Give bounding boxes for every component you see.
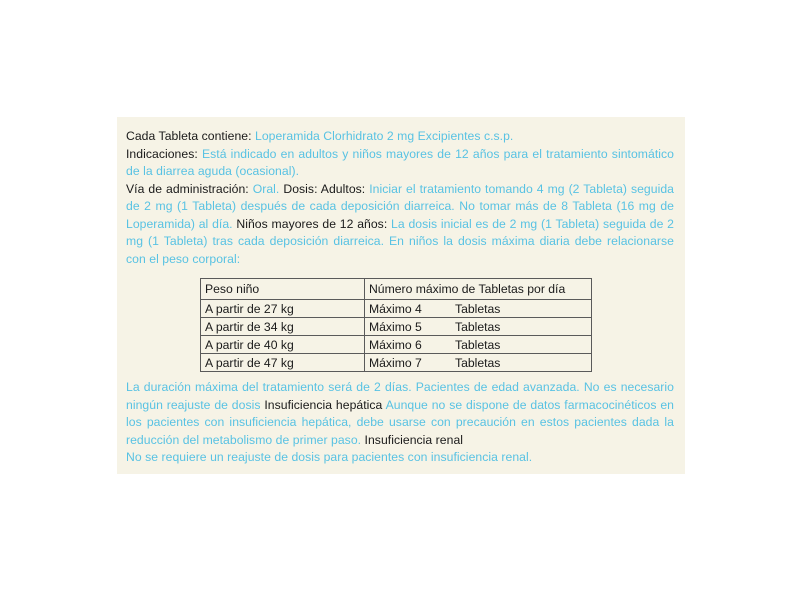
table-row xyxy=(201,354,592,372)
composition-label: Cada Tableta contiene: xyxy=(126,129,252,143)
duration-text: La duración máxima del tratamiento será de 2 días. Pacientes de edad avanzada. No es necesario ningún reajuste de dosis xyxy=(126,380,674,412)
weight-cell: A partir de 47 kg xyxy=(201,354,365,372)
children-label: Niños mayores de 12 años: xyxy=(236,216,388,231)
max-value: Máximo 6 xyxy=(369,337,422,352)
administration-label: Vía de administración: xyxy=(126,181,249,196)
dose-table xyxy=(200,278,592,372)
weight-cell: A partir de 34 kg xyxy=(201,318,365,336)
indications-label: Indicaciones: xyxy=(126,146,198,161)
unit-value: Tabletas xyxy=(455,319,501,334)
unit-value: Tabletas xyxy=(455,301,501,316)
hepatic-label: Insuficiencia hepática xyxy=(264,397,383,412)
table-header-row xyxy=(201,279,592,300)
leaflet-bottom-text xyxy=(126,379,674,467)
renal-label: Insuficiencia renal xyxy=(364,432,464,447)
renal-text: No se requiere un reajuste de dosis para pacientes con insuficiencia renal. xyxy=(126,450,533,464)
indications-text: Está indicado en adultos y niños mayores de 12 años para el tratamiento sintomático de la diarrea aguda (ocasional). xyxy=(126,146,674,178)
table-row xyxy=(201,318,592,336)
composition-text: Loperamida Clorhidrato 2 mg Excipientes c.s.p. xyxy=(255,129,514,143)
max-value: Máximo 7 xyxy=(369,355,422,370)
max-value: Máximo 4 xyxy=(369,301,422,316)
hepatic-text: Aunque no se dispone de datos farmacocinéticos en los pacientes con insuficiencia hepática, debe usarse con precaución en estos pacientes dada la reducción del metabolismo de primer paso. xyxy=(126,397,674,447)
header-max-tablets: Número máximo de Tabletas por día xyxy=(365,279,592,300)
dose-children-text: La dosis inicial es de 2 mg (1 Tableta) seguida de 2 mg (1 Tableta) tras cada deposición diarreica. En niños la dosis máxima diaria debe relacionarse con el peso corporal: xyxy=(126,216,675,266)
table-row xyxy=(201,300,592,318)
header-weight: Peso niño xyxy=(201,279,365,300)
max-cell xyxy=(365,354,592,372)
unit-value: Tabletas xyxy=(455,337,501,352)
dose-adults-label: Dosis: Adultos: xyxy=(283,181,366,196)
administration-text: Oral. xyxy=(252,181,280,196)
max-value: Máximo 5 xyxy=(369,319,422,334)
weight-cell: A partir de 40 kg xyxy=(201,336,365,354)
max-cell xyxy=(365,336,592,354)
max-cell xyxy=(365,300,592,318)
table-row xyxy=(201,336,592,354)
weight-cell: A partir de 27 kg xyxy=(201,300,365,318)
leaflet-top-text xyxy=(126,128,674,268)
unit-value: Tabletas xyxy=(455,355,501,370)
max-cell xyxy=(365,318,592,336)
dose-adults-text: Iniciar el tratamiento tomando 4 mg (2 Tableta) seguida de 2 mg (1 Tableta) después de cada deposición diarreica. No tomar más de 8 Tableta (16 mg de Loperamida) al día. xyxy=(126,181,675,231)
